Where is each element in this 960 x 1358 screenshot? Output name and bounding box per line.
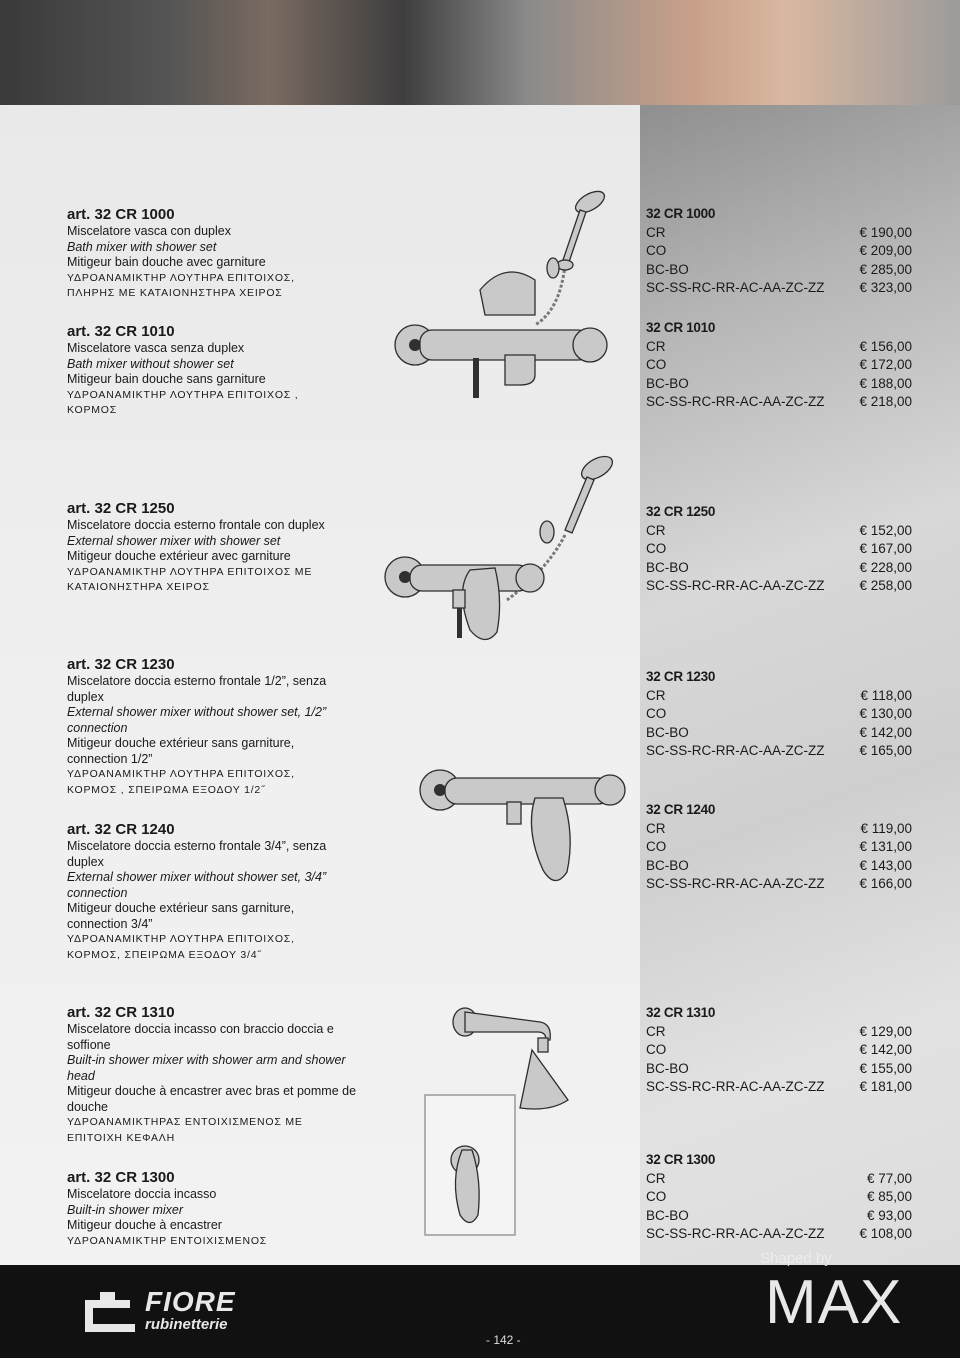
article-code: art. 32 CR 1310 bbox=[67, 1004, 175, 1021]
finish-code: SC-SS-RC-RR-AC-AA-ZC-ZZ bbox=[646, 394, 825, 409]
description-fr: Mitigeur douche extérieur sans garniture, connection 1/2” bbox=[67, 736, 295, 766]
description-el: ΥΔΡΟΑΝΑΜΙΚΤΗΡ ΛΟΥΤΗΡΑ ΕΠΙΤΟΙΧΟΣ ΜΕ bbox=[67, 565, 313, 578]
finish-code: SC-SS-RC-RR-AC-AA-ZC-ZZ bbox=[646, 743, 825, 758]
description-el: ΥΔΡΟΑΝΑΜΙΚΤΗΡ ΛΟΥΤΗΡΑ ΕΠΙΤΟΙΧΟΣ, bbox=[67, 271, 295, 284]
description-it: Miscelatore doccia esterno frontale 1/2”, senza duplex bbox=[67, 674, 327, 704]
price-code: 32 CR 1300 bbox=[646, 1152, 716, 1167]
description-el: ΠΛΗΡΗΣ ΜΕ ΚΑΤΑΙΟΝΗΣΤΗΡΑ ΧΕΙΡΟΣ bbox=[67, 287, 283, 299]
article-code: art. 32 CR 1230 bbox=[67, 656, 175, 673]
price-value: € 130,00 bbox=[859, 706, 912, 721]
shaped-by-label: Shaped by bbox=[760, 1250, 832, 1267]
description-en: External shower mixer without shower set, 3/4” connection bbox=[67, 870, 327, 900]
price-value: € 167,00 bbox=[859, 541, 912, 556]
price-value: € 188,00 bbox=[859, 375, 912, 391]
price-row bbox=[646, 224, 912, 243]
finish-code: CO bbox=[646, 1189, 667, 1204]
price-row bbox=[646, 242, 912, 261]
designer-logo: MAX bbox=[765, 1268, 903, 1337]
price-row bbox=[646, 875, 912, 894]
product-description-1240 bbox=[67, 821, 345, 963]
price-value: € 142,00 bbox=[859, 724, 912, 740]
price-value: € 85,00 bbox=[866, 1189, 912, 1204]
finish-code: CO bbox=[646, 243, 667, 258]
price-row bbox=[646, 393, 912, 412]
description-fr: Mitigeur douche à encastrer bbox=[67, 1218, 222, 1232]
price-row bbox=[646, 1041, 912, 1060]
price-value: € 129,00 bbox=[859, 1023, 912, 1039]
description-en: External shower mixer without shower set, 1/2” connection bbox=[67, 705, 327, 735]
description-el: ΚΑΤΑΙΟΝΗΣΤΗΡΑ ΧΕΙΡΟΣ bbox=[67, 581, 210, 593]
page-number: - 142 - bbox=[486, 1333, 521, 1347]
price-row bbox=[646, 540, 912, 559]
external-shower-mixer-with-shower-image bbox=[375, 450, 635, 650]
price-row bbox=[646, 577, 912, 596]
product-description-1230 bbox=[67, 656, 345, 798]
description-fr: Mitigeur bain douche avec garniture bbox=[67, 255, 266, 269]
brand-subtitle: rubinetterie bbox=[145, 1316, 228, 1333]
price-value: € 142,00 bbox=[859, 1042, 912, 1057]
price-row bbox=[646, 522, 912, 541]
price-code: 32 CR 1010 bbox=[646, 320, 716, 335]
price-value: € 166,00 bbox=[859, 876, 912, 891]
price-value: € 152,00 bbox=[859, 522, 912, 538]
price-code: 32 CR 1250 bbox=[646, 504, 716, 519]
description-el: ΚΟΡΜΟΣ , ΣΠΕΙΡΩΜΑ ΕΞΟΔΟΥ 1/2˝ bbox=[67, 783, 266, 796]
price-code: 32 CR 1240 bbox=[646, 802, 716, 817]
product-description-1300 bbox=[67, 1169, 367, 1249]
description-fr: Mitigeur douche extérieur avec garniture bbox=[67, 549, 291, 563]
built-in-shower-mixer-image bbox=[420, 1000, 570, 1245]
description-it: Miscelatore doccia incasso con braccio doccia e soffione bbox=[67, 1022, 334, 1052]
finish-code: BC-BO bbox=[646, 261, 689, 277]
finish-code: CR bbox=[646, 522, 666, 538]
description-el: ΕΠΙΤΟΙΧΗ ΚΕΦΑΛΗ bbox=[67, 1131, 175, 1144]
finish-code: BC-BO bbox=[646, 375, 689, 391]
price-row bbox=[646, 559, 912, 578]
price-value: € 93,00 bbox=[866, 1207, 912, 1223]
price-block-1010 bbox=[646, 319, 912, 412]
external-shower-mixer-image bbox=[415, 760, 635, 900]
price-code: 32 CR 1230 bbox=[646, 669, 716, 684]
description-el: ΚΟΡΜΟΣ bbox=[67, 404, 118, 416]
price-row bbox=[646, 1170, 912, 1189]
finish-code: CR bbox=[646, 338, 666, 354]
price-value: € 131,00 bbox=[859, 839, 912, 854]
article-code: art. 32 CR 1000 bbox=[67, 206, 175, 223]
description-en: Built-in shower mixer bbox=[67, 1202, 184, 1217]
finish-code: CO bbox=[646, 541, 667, 556]
price-row bbox=[646, 1078, 912, 1097]
price-row bbox=[646, 1207, 912, 1226]
description-en: External shower mixer with shower set bbox=[67, 533, 281, 548]
description-fr: Mitigeur douche à encastrer avec bras et pomme de douche bbox=[67, 1084, 357, 1114]
product-description-1310 bbox=[67, 1004, 362, 1146]
description-it: Miscelatore doccia esterno frontale con duplex bbox=[67, 518, 325, 532]
description-it: Miscelatore doccia esterno frontale 3/4”, senza duplex bbox=[67, 839, 327, 869]
price-value: € 119,00 bbox=[860, 820, 912, 836]
price-row bbox=[646, 1225, 912, 1244]
price-row bbox=[646, 742, 912, 761]
price-code: 32 CR 1000 bbox=[646, 206, 716, 221]
price-value: € 258,00 bbox=[859, 578, 912, 593]
finish-code: CR bbox=[646, 1023, 666, 1039]
price-block-1240 bbox=[646, 801, 912, 894]
finish-code: CO bbox=[646, 839, 667, 854]
finish-code: SC-SS-RC-RR-AC-AA-ZC-ZZ bbox=[646, 876, 825, 891]
price-row bbox=[646, 356, 912, 375]
description-el: ΥΔΡΟΑΝΑΜΙΚΤΗΡ ΛΟΥΤΗΡΑ ΕΠΙΤΟΙΧΟΣ, bbox=[67, 768, 295, 780]
finish-code: CO bbox=[646, 1042, 667, 1057]
finish-code: SC-SS-RC-RR-AC-AA-ZC-ZZ bbox=[646, 1226, 825, 1241]
price-row bbox=[646, 1188, 912, 1207]
finish-code: CR bbox=[646, 224, 666, 240]
finish-code: BC-BO bbox=[646, 724, 689, 740]
description-el: ΥΔΡΟΑΝΑΜΙΚΤΗΡ ΕΝΤΟΙΧΙΣΜΕΝΟΣ bbox=[67, 1234, 268, 1247]
description-fr: Mitigeur douche extérieur sans garniture, connection 3/4” bbox=[67, 901, 295, 931]
price-value: € 118,00 bbox=[860, 687, 912, 703]
product-description-1010 bbox=[67, 323, 367, 419]
price-value: € 155,00 bbox=[859, 1060, 912, 1076]
finish-code: BC-BO bbox=[646, 559, 689, 575]
finish-code: BC-BO bbox=[646, 1060, 689, 1076]
finish-code: CO bbox=[646, 706, 667, 721]
finish-code: CR bbox=[646, 687, 666, 703]
price-value: € 228,00 bbox=[859, 559, 912, 575]
price-value: € 143,00 bbox=[859, 857, 912, 873]
price-block-1300 bbox=[646, 1151, 912, 1244]
price-row bbox=[646, 1023, 912, 1042]
price-value: € 190,00 bbox=[859, 224, 912, 240]
price-row bbox=[646, 1060, 912, 1079]
price-value: € 77,00 bbox=[866, 1170, 912, 1186]
description-en: Bath mixer without shower set bbox=[67, 356, 234, 371]
product-description-1250 bbox=[67, 500, 367, 596]
price-row bbox=[646, 338, 912, 357]
article-code: art. 32 CR 1240 bbox=[67, 821, 175, 838]
description-el: ΥΔΡΟΑΝΑΜΙΚΤΗΡΑΣ ΕΝΤΟΙΧΙΣΜΕΝΟΣ ΜΕ bbox=[67, 1116, 303, 1128]
description-el: ΥΔΡΟΑΝΑΜΙΚΤΗΡ ΛΟΥΤΗΡΑ ΕΠΙΤΟΙΧΟΣ , bbox=[67, 388, 299, 401]
description-en: Built-in shower mixer with shower arm and shower head bbox=[67, 1053, 346, 1083]
finish-code: SC-SS-RC-RR-AC-AA-ZC-ZZ bbox=[646, 280, 825, 295]
brand-name: FIORE bbox=[145, 1286, 236, 1317]
description-it: Miscelatore doccia incasso bbox=[67, 1187, 217, 1201]
price-row bbox=[646, 279, 912, 298]
brand-logo bbox=[145, 1288, 236, 1333]
price-row bbox=[646, 687, 912, 706]
description-el: ΥΔΡΟΑΝΑΜΙΚΤΗΡ ΛΟΥΤΗΡΑ ΕΠΙΤΟΙΧΟΣ, bbox=[67, 933, 295, 945]
price-row bbox=[646, 705, 912, 724]
price-value: € 156,00 bbox=[859, 338, 912, 354]
price-block-1250 bbox=[646, 503, 912, 596]
price-code: 32 CR 1310 bbox=[646, 1005, 716, 1020]
price-row bbox=[646, 857, 912, 876]
finish-code: BC-BO bbox=[646, 1207, 689, 1223]
price-value: € 285,00 bbox=[859, 261, 912, 277]
finish-code: SC-SS-RC-RR-AC-AA-ZC-ZZ bbox=[646, 1079, 825, 1094]
faucet-logo-icon bbox=[80, 1288, 140, 1338]
price-value: € 181,00 bbox=[859, 1079, 912, 1094]
description-el: ΚΟΡΜΟΣ, ΣΠΕΙΡΩΜΑ ΕΞΟΔΟΥ 3/4˝ bbox=[67, 948, 262, 961]
price-value: € 323,00 bbox=[859, 280, 912, 295]
header-photo bbox=[0, 0, 960, 105]
description-fr: Mitigeur bain douche sans garniture bbox=[67, 372, 266, 386]
price-value: € 209,00 bbox=[859, 243, 912, 258]
price-value: € 218,00 bbox=[859, 394, 912, 409]
price-row bbox=[646, 261, 912, 280]
description-it: Miscelatore vasca senza duplex bbox=[67, 341, 245, 355]
finish-code: BC-BO bbox=[646, 857, 689, 873]
price-value: € 165,00 bbox=[859, 743, 912, 758]
finish-code: SC-SS-RC-RR-AC-AA-ZC-ZZ bbox=[646, 578, 825, 593]
price-block-1000 bbox=[646, 205, 912, 298]
price-row bbox=[646, 375, 912, 394]
price-row bbox=[646, 724, 912, 743]
finish-code: CR bbox=[646, 820, 666, 836]
finish-code: CR bbox=[646, 1170, 666, 1186]
description-it: Miscelatore vasca con duplex bbox=[67, 224, 231, 238]
price-block-1310 bbox=[646, 1004, 912, 1097]
description-en: Bath mixer with shower set bbox=[67, 239, 217, 254]
finish-code: CO bbox=[646, 357, 667, 372]
price-row bbox=[646, 820, 912, 839]
article-code: art. 32 CR 1250 bbox=[67, 500, 175, 517]
price-row bbox=[646, 838, 912, 857]
product-description-1000 bbox=[67, 206, 367, 302]
price-block-1230 bbox=[646, 668, 912, 761]
price-value: € 172,00 bbox=[859, 357, 912, 372]
article-code: art. 32 CR 1010 bbox=[67, 323, 175, 340]
article-code: art. 32 CR 1300 bbox=[67, 1169, 175, 1186]
price-value: € 108,00 bbox=[859, 1226, 912, 1241]
bath-mixer-with-shower-image bbox=[385, 180, 635, 410]
